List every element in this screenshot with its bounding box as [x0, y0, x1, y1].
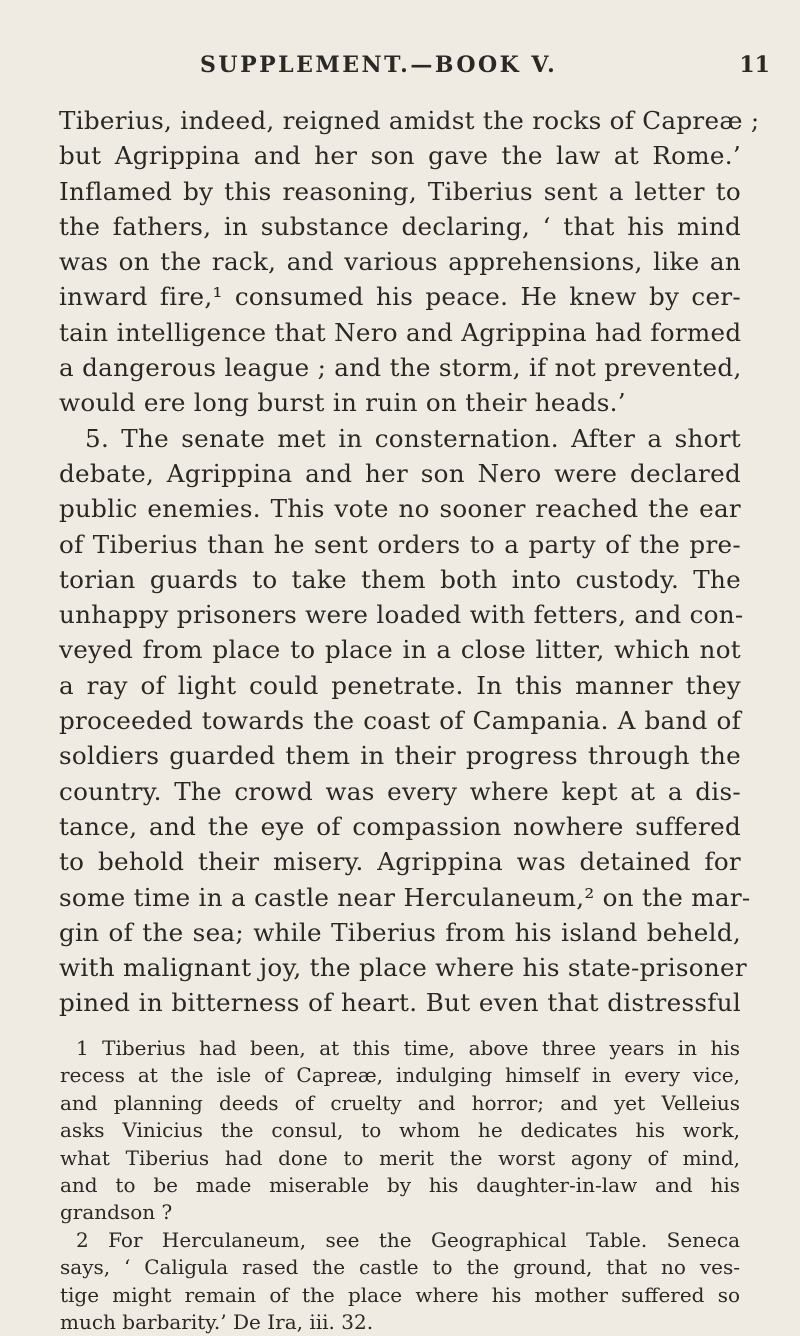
footnote-line: says, ‘ Caligula rased the castle to the ground, that no ves-	[60, 1255, 740, 1280]
body-line: debate, Agrippina and her son Nero were declared	[59, 458, 741, 488]
body-line: country. The crowd was every where kept at a dis-	[59, 776, 741, 806]
body-line: pined in bitterness of heart. But even that distressful	[59, 988, 741, 1018]
body-line: with malignant joy, the place where his state-prisoner	[59, 953, 747, 983]
footnote-line: and planning deeds of cruelty and horror; and yet Velleius	[60, 1090, 740, 1115]
body-line: would ere long burst in ruin on their heads.’	[59, 388, 626, 418]
running-head	[200, 52, 770, 92]
body-line: a ray of light could penetrate. In this manner they	[59, 670, 741, 700]
footnote-1-start-line: 1 Tiberius had been, at this time, above three years in his	[76, 1036, 740, 1060]
body-line: veyed from place to place in a close litter, which not	[59, 635, 741, 665]
body-line: the fathers, in substance declaring, ‘ that his mind	[59, 211, 741, 241]
footnote-line: asks Vinicius the consul, to whom he dedicates his work,	[60, 1118, 740, 1143]
body-line: but Agrippina and her son gave the law at Rome.’	[59, 141, 741, 171]
body-line: some time in a castle near Herculaneum,² on the mar-	[59, 882, 751, 912]
body-line: public enemies. This vote no sooner reached the ear	[59, 494, 741, 524]
running-title: SUPPLEMENT.—BOOK V.	[200, 52, 558, 78]
body-line: inward fire,¹ consumed his peace. He knew by cer-	[59, 282, 741, 312]
body-line: Inflamed by this reasoning, Tiberius sent a letter to	[59, 176, 741, 206]
body-text	[59, 103, 760, 1021]
body-line: was on the rack, and various apprehensions, like an	[59, 247, 741, 277]
body-line: Tiberius, indeed, reigned amidst the rocks of Capreæ ;	[59, 106, 760, 135]
footnote-line: tige might remain of the place where his mother suffered so	[60, 1282, 740, 1307]
body-line: tance, and the eye of compassion nowhere suffered	[59, 811, 741, 841]
body-line: soldiers guarded them in their progress through the	[59, 741, 741, 771]
footnote-line: much barbarity.’ De Ira, iii. 32.	[60, 1309, 374, 1334]
body-line: to behold their misery. Agrippina was detained for	[59, 847, 741, 877]
body-line: tain intelligence that Nero and Agrippina had formed	[59, 317, 742, 347]
body-line: proceeded towards the coast of Campania. A band of	[59, 706, 741, 736]
body-line: unhappy prisoners were loaded with fetters, and con-	[59, 600, 744, 630]
footnote-line: and to be made miserable by his daughter-in-law and his	[60, 1172, 740, 1197]
body-line: gin of the sea; while Tiberius from his island beheld,	[59, 917, 741, 947]
body-line: a dangerous league ; and the storm, if not prevented,	[59, 353, 742, 383]
page-number: 11	[739, 52, 770, 78]
section-5-start-line: 5. The senate met in consternation. After a short	[85, 423, 741, 453]
footnotes	[60, 1035, 740, 1336]
body-line: of Tiberius than he sent orders to a party of the pre-	[59, 529, 741, 559]
footnote-line: recess at the isle of Capreæ, indulging himself in every vice,	[60, 1063, 740, 1088]
footnote-2-start-line: 2 For Herculaneum, see the Geographical Table. Seneca	[76, 1227, 740, 1252]
footnote-line: what Tiberius had done to merit the worst agony of mind,	[60, 1145, 740, 1170]
footnote-line: grandson ?	[60, 1200, 173, 1225]
body-line: torian guards to take them both into custody. The	[59, 564, 741, 594]
